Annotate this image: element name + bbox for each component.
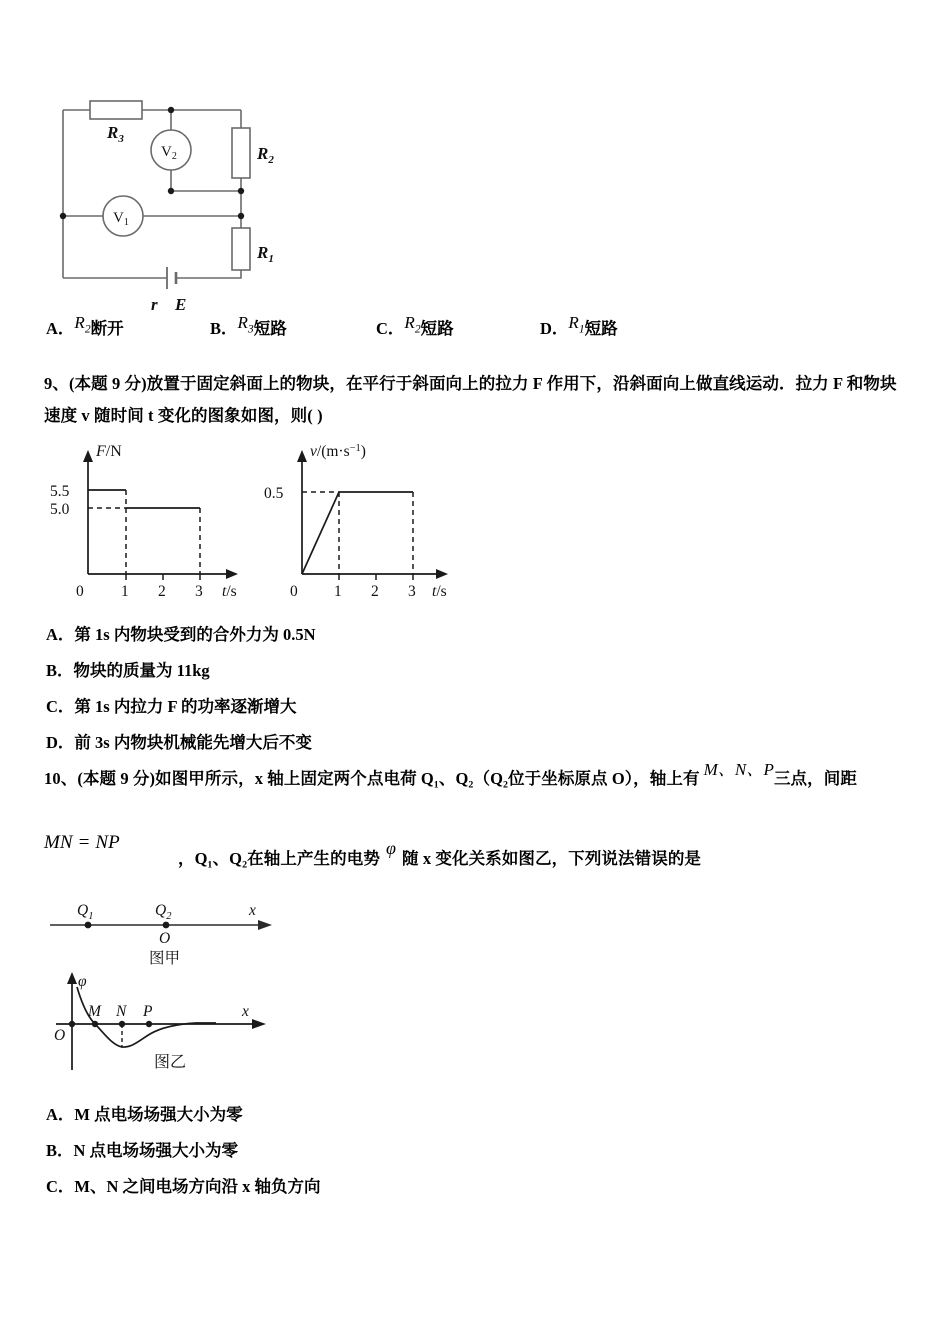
q9-score: (本题 9 分) [68,374,147,393]
label-axis-x: x [249,902,256,919]
caption-jia: 图甲 [149,950,181,967]
label-r2: $R_2$ [257,144,274,166]
q8-option-b-label: B． [210,319,238,338]
charge-axis-diagram [44,893,294,965]
q9-option-d-text: D．前 3s 内物块机械能先增大后不变 [46,733,312,752]
label-emf: E [175,295,187,314]
q10-option-a[interactable] [46,1101,243,1125]
force-ytick-5-5: 5.5 [50,483,70,500]
force-xtick-0: 0 [76,583,84,600]
velocity-ytick-0-5: 0.5 [264,485,284,502]
q10-stem-points: M、N、P [703,760,774,779]
label-r3: $R_3$ [107,123,124,145]
q9-stem-line1 [44,369,897,399]
q8-option-c-label: C． [376,319,405,338]
force-time-graph [50,440,282,600]
q9-number: 9、 [44,374,69,393]
q8-option-b-symbol: $R_3$ [237,313,254,336]
q8-option-d-symbol: $R_1$ [568,313,585,336]
q9-option-b-text: B．物块的质量为 11kg [46,661,210,680]
velocity-xtick-2: 2 [371,583,379,600]
velocity-xlabel: t/s [432,583,447,600]
label-q1: $Q_1$ [77,902,94,922]
q10-option-a-text: A．M 点电场场强大小为零 [46,1105,243,1124]
q9-stem-text-1: 放置于固定斜面上的物块，在平行于斜面向上的拉力 F 作用下，沿斜面向上做直线运动．拉力 F 和物块 [146,374,897,393]
q8-option-a[interactable] [46,315,124,341]
label-v2: $V_2$ [161,144,177,162]
q10-mn-np-equation: MN = NP [44,832,120,853]
q8-option-d-text: 短路 [584,319,618,338]
q10-option-b[interactable] [46,1137,238,1161]
label-v1: $V_1$ [113,210,129,228]
q9-option-c[interactable] [46,693,297,717]
q10-stem-tail-1: 三点，间距 [773,769,857,788]
q10-score: (本题 9 分) [77,769,156,788]
label-r1: $R_1$ [257,243,274,265]
potential-ylabel: φ [78,973,87,990]
q10-stem-line2-math [44,828,120,858]
q10-option-c[interactable] [46,1173,321,1197]
q8-option-c[interactable] [376,315,454,341]
force-ylabel: F/N [96,443,122,460]
caption-yi: 图乙 [154,1054,187,1071]
velocity-xtick-3: 3 [408,583,416,600]
q10-stem-line1 [44,760,857,794]
q10-stem-line2 [178,838,702,874]
q10-stem-tail-2: 随 x 变化关系如图乙，下列说法错误的是 [402,849,702,868]
q9-stem-line2 [44,401,323,431]
potential-point-p: P [143,1003,153,1020]
q8-option-b-text: 短路 [253,319,287,338]
force-ytick-5-0: 5.0 [50,501,70,518]
q8-option-d-label: D． [540,319,569,338]
potential-point-n: N [116,1003,127,1020]
velocity-ylabel: $v/(m\cdot s^{-1})$ [310,443,366,460]
q9-option-b[interactable] [46,657,210,681]
q9-option-c-text: C．第 1s 内拉力 F 的功率逐渐增大 [46,697,297,716]
velocity-xtick-1: 1 [334,583,342,600]
q10-stem-text-1: 如图甲所示，x 轴上固定两个点电荷 Q₁、Q₂（Q₂位于坐标原点 O），轴上有 [155,769,700,788]
potential-point-m: M [88,1003,101,1020]
q10-phi-symbol: φ [385,838,397,858]
q9-stem-text-2: 速度 v 随时间 t 变化的图象如图，则( ) [44,406,323,425]
q8-option-c-text: 短路 [420,319,454,338]
q8-option-b[interactable] [210,315,287,341]
q8-option-a-text: 断开 [90,319,124,338]
label-origin-o: O [159,930,171,947]
circuit-diagram [55,88,285,314]
label-q2: $Q_2$ [155,902,172,922]
velocity-time-graph [262,440,492,600]
q9-option-a[interactable] [46,621,316,645]
force-xtick-2: 2 [158,583,166,600]
q9-option-a-text: A．第 1s 内物块受到的合外力为 0.5N [46,625,316,644]
label-r-internal: r [151,295,158,314]
velocity-xtick-0: 0 [290,583,298,600]
q8-option-a-label: A． [46,319,75,338]
q10-option-c-text: C．M、N 之间电场方向沿 x 轴负方向 [46,1177,321,1196]
force-xlabel: t/s [222,583,237,600]
force-xtick-1: 1 [121,583,129,600]
potential-xlabel: x [242,1003,249,1020]
force-xtick-3: 3 [195,583,203,600]
q8-option-d[interactable] [540,315,618,341]
q8-option-c-symbol: $R_2$ [404,313,421,336]
q10-stem-mid: ，Q₁、Q₂在轴上产生的电势 [178,849,380,868]
q10-option-b-text: B．N 点电场场强大小为零 [46,1141,239,1160]
potential-position-graph [44,962,294,1077]
q9-option-d[interactable] [46,729,312,753]
q10-number: 10、 [44,769,78,788]
q8-option-a-symbol: $R_2$ [74,313,91,336]
potential-origin-label: O [54,1027,66,1044]
